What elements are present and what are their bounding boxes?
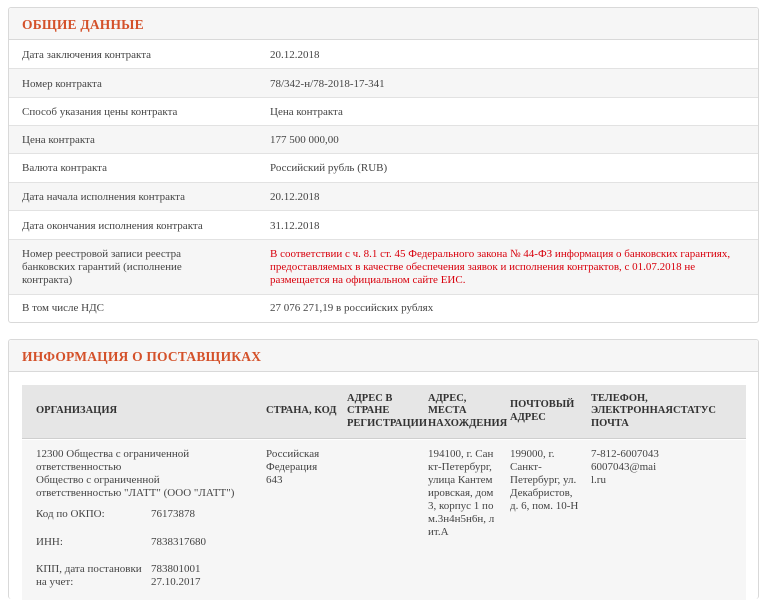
row-label: Дата заключения контракта (22, 49, 152, 61)
col-location-address: АДРЕС, МЕСТА НАХОЖДЕНИЯ (428, 392, 508, 429)
row-label: В том числе НДС (22, 302, 104, 314)
row-currency (9, 154, 758, 183)
row-label: Цена контракта (22, 134, 95, 146)
col-registration-address: АДРЕС В СТРАНЕ РЕГИСТРАЦИИ (347, 392, 428, 429)
row-value: 20.12.2018 (270, 49, 320, 61)
row-label: Номер реестровой записи реестра банковских гарантий (исполнение контракта) (22, 248, 182, 286)
row-value: 31.12.2018 (270, 220, 320, 232)
row-value: Российский рубль (RUB) (270, 162, 388, 174)
col-contacts: ТЕЛЕФОН, ЭЛЕКТРОННАЯ ПОЧТА (591, 392, 673, 429)
row-value: 78/342-н/78-2018-17-341 (270, 78, 385, 90)
row-label: Дата окончания исполнения контракта (22, 220, 203, 232)
kpp-date: 27.10.2017 (151, 576, 201, 588)
phone-number: 7-812-6007043 (591, 448, 659, 460)
row-end-date (9, 211, 758, 240)
org-full-name: Общество с ограниченной ответственностью "ЛАТТ" (ООО "ЛАТТ") (36, 474, 235, 499)
row-price-method (9, 98, 758, 126)
col-status: СТАТУС (673, 405, 717, 417)
okpo-value: 76173878 (151, 508, 195, 520)
row-bank-guarantee (9, 240, 758, 295)
general-data-panel (8, 7, 759, 323)
row-label: Номер контракта (22, 78, 102, 90)
kpp-value: 783801001 (151, 563, 201, 575)
row-value: 27 076 271,19 в российских рублях (270, 302, 434, 314)
inn-label: ИНН: (36, 536, 63, 548)
row-contract-number (9, 69, 758, 98)
col-organization: ОРГАНИЗАЦИЯ (36, 405, 118, 417)
col-postal-address: ПОЧТОВЫЙ АДРЕС (510, 399, 575, 423)
postal-address: 199000, г. Санкт-Петербург, ул. Декабристов, д. 6, пом. 10-Н (510, 448, 579, 512)
inn-value: 7838317680 (151, 536, 206, 548)
row-label: Валюта контракта (22, 162, 107, 174)
country-name: Российская Федерация (266, 448, 320, 473)
kpp-label: КПП, дата постановки на учет: (36, 563, 142, 588)
location-address: 194100, г. Санкт-Петербург, улица Кантемировская, дом 3, корпус 1 пом.3н4н5н6н, лит.А (428, 448, 495, 538)
row-start-date (9, 183, 758, 211)
row-label: Дата начала исполнения контракта (22, 191, 186, 203)
row-contract-date (9, 40, 758, 69)
org-short-name: 12300 Общества с ограниченной ответственностью (36, 448, 190, 473)
row-label: Способ указания цены контракта (22, 106, 178, 118)
row-value: 177 500 000,00 (270, 134, 339, 146)
suppliers-table-header (22, 385, 746, 439)
bank-guarantee-warning: В соответствии с ч. 8.1 ст. 45 Федерального закона № 44-ФЗ информация о банковских гарантиях, предоставляемых в качестве обеспечения заявок и исполнения контрактов, с 01.07.2018 не размещается на официальном сайте ЕИС. (270, 248, 731, 286)
general-data-title: ОБЩИЕ ДАННЫЕ (9, 8, 758, 40)
row-contract-price (9, 126, 758, 154)
row-value: 20.12.2018 (270, 191, 320, 203)
okpo-label: Код по ОКПО: (36, 508, 105, 520)
suppliers-title: ИНФОРМАЦИЯ О ПОСТАВЩИКАХ (9, 340, 758, 372)
table-row (22, 440, 746, 600)
row-vat (9, 295, 758, 322)
country-code: 643 (266, 474, 283, 486)
suppliers-panel (8, 339, 759, 599)
row-value: Цена контракта (270, 106, 343, 118)
col-country: СТРАНА, КОД (266, 405, 337, 417)
email-address[interactable]: 6007043@mail.ru (591, 461, 657, 486)
